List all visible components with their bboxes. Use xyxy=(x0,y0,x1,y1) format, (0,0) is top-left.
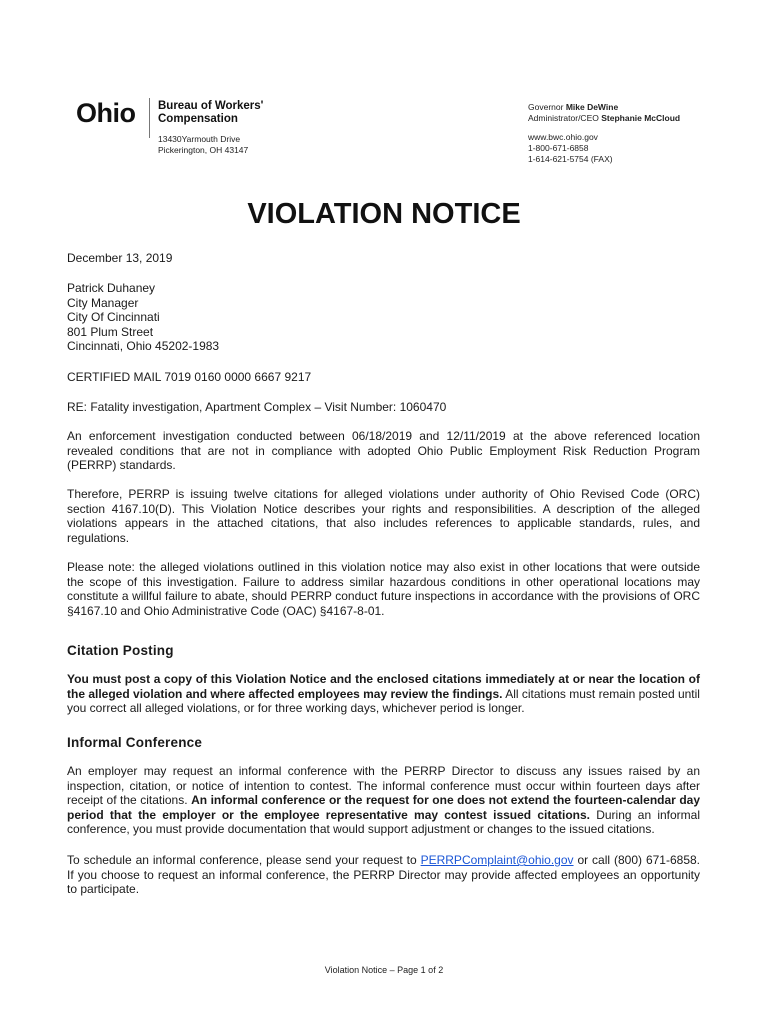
ic-p1-start: An employer may request an informal conference with the PERRP Director to discuss any issues raised by an inspection, citation, or notice of intention to contest. The informal conference must occur within fourteen days after receipt of the citations. xyxy=(67,764,700,808)
citation-posting-text xyxy=(67,672,700,716)
paragraph-citations: Therefore, PERRP is issuing twelve citations for alleged violations under authority of Ohio Revised Code (ORC) section 4167.10(D). This Violation Notice describes your rights and responsibilities. A description of the alleged violations appears in the attached citations, that also includes references to applicable standards, rules, and regulations. xyxy=(67,487,700,545)
letterhead xyxy=(72,94,702,174)
bureau-line-1: Bureau of Workers' xyxy=(158,100,264,112)
bureau-line-2: Compensation xyxy=(158,113,238,125)
informal-conference-paragraph-2 xyxy=(67,853,700,897)
ic-p1-bold: An informal conference or the request for one does not extend the fourteen-calendar day period that the employer or the employee representative may contest issued citations. xyxy=(67,793,700,822)
letter-date: December 13, 2019 xyxy=(67,251,173,265)
informal-conference-paragraph-1 xyxy=(67,764,700,837)
governor-name: Mike DeWine xyxy=(565,102,619,112)
citation-posting-heading: Citation Posting xyxy=(67,643,174,658)
recipient-organization: City Of Cincinnati xyxy=(67,310,160,325)
ic-p2-end: or call (800) 671-6858. If you choose to request an informal conference, the PERRP Director may provide affected employees an opportunity to participate. xyxy=(67,853,701,897)
address-line-1: 13430Yarmouth Drive xyxy=(158,134,241,144)
page-footer: Violation Notice – Page 1 of 2 xyxy=(324,965,444,975)
bureau-address xyxy=(158,134,248,156)
bureau-name xyxy=(158,100,263,126)
citation-posting-normal: All citations must remain posted until you correct all alleged violations, or for three working days, whichever period is longer. xyxy=(67,686,700,716)
ic-p1-end: During an informal conference, you must provide documentation that would support adjustment or changes to the issued citations. xyxy=(67,807,700,837)
phone: 1-800-671-6858 xyxy=(528,143,589,153)
recipient-position: City Manager xyxy=(67,295,139,310)
logo-divider xyxy=(149,98,150,138)
paragraph-investigation: An enforcement investigation conducted between 06/18/2019 and 12/11/2019 at the above referenced location revealed conditions that are not in compliance with adopted Ohio Public Employment Risk Reduction Program (PERRP) standards. xyxy=(67,429,700,473)
governor-line xyxy=(528,102,680,113)
paragraph-please-note: Please note: the alleged violations outlined in this violation notice may also exist in other locations that were outside the scope of this investigation. Failure to address similar hazardous conditions in other operational locations may constitute a willful failure to abate, should PERRP conduct future inspections in accordance with the provisions of ORC §4167.10 and Ohio Administrative Code (OAC) §4167-8-01. xyxy=(67,560,700,618)
address-line-2: Pickerington, OH 43147 xyxy=(158,145,249,155)
document-title: VIOLATION NOTICE xyxy=(247,198,521,230)
email-link[interactable]: PERRPComplaint@ohio.gov xyxy=(420,853,574,867)
officials-contact xyxy=(528,102,680,165)
governor-label: Governor xyxy=(528,102,564,112)
re-line: RE: Fatality investigation, Apartment Complex – Visit Number: 1060470 xyxy=(67,400,447,414)
recipient-city: Cincinnati, Ohio 45202-1983 xyxy=(67,339,220,354)
certified-mail: CERTIFIED MAIL 7019 0160 0000 6667 9217 xyxy=(67,370,312,384)
recipient-name: Patrick Duhaney xyxy=(67,281,156,295)
ic-p2-start: To schedule an informal conference, please send your request to xyxy=(67,853,421,867)
recipient-street: 801 Plum Street xyxy=(67,324,154,339)
ohio-logo: Ohio xyxy=(76,98,136,128)
informal-conference-heading: Informal Conference xyxy=(67,735,203,750)
admin-label: Administrator/CEO xyxy=(528,113,599,123)
recipient-block xyxy=(67,281,700,354)
citation-posting-bold: You must post a copy of this Violation Notice and the enclosed citations immediately at or near the location of the alleged violation and where affected employees may review the findings. xyxy=(67,672,700,701)
admin-line xyxy=(528,113,680,124)
fax: 1-614-621-5754 (FAX) xyxy=(528,154,613,164)
admin-name: Stephanie McCloud xyxy=(601,113,681,123)
website: www.bwc.ohio.gov xyxy=(528,132,598,142)
